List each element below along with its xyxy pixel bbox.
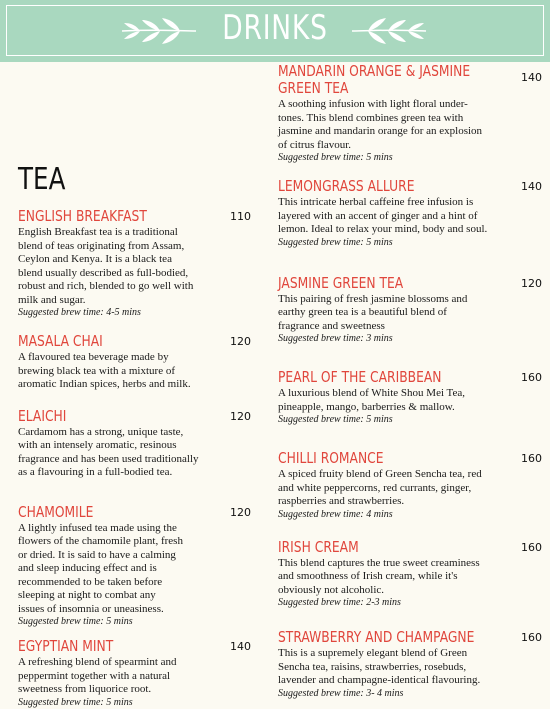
desc-line: fragrance and sweetness xyxy=(278,319,385,332)
menu-item-elaichi xyxy=(18,408,263,480)
brew-time: Suggested brew time: 5 mins xyxy=(18,616,133,627)
menu-item-jasmine-green-tea xyxy=(278,275,540,346)
item-description xyxy=(18,226,248,307)
desc-line: obviously not alcoholic. xyxy=(278,583,385,596)
brew-time: Suggested brew time: 5 mins xyxy=(278,236,393,248)
desc-line: or dried. It is said to have a calming xyxy=(18,548,176,561)
menu-item-mandarin-orange-jasmine xyxy=(278,63,540,164)
menu-item-strawberry-and-champagne xyxy=(278,629,540,700)
desc-line: A luxurious blend of White Shou Mei Tea, xyxy=(278,387,466,399)
brew-time: Suggested brew time: 4 mins xyxy=(278,508,393,520)
desc-line: robust and rich, blended to go well with xyxy=(18,280,194,292)
item-description xyxy=(18,522,248,617)
desc-line: issues of insomnia or uneasiness. xyxy=(18,602,164,615)
item-description xyxy=(18,656,248,697)
item-description xyxy=(278,196,510,237)
desc-line: Ceylon and Kenya. It is a black tea xyxy=(18,253,172,265)
item-name: LEMONGRASS ALLURE xyxy=(278,177,415,195)
desc-line: lavender and champagne-identical flavouring. xyxy=(278,674,481,686)
item-price: 140 xyxy=(521,71,542,84)
menu-item-irish-cream xyxy=(278,539,540,610)
desc-line: A lightly infused tea made using the xyxy=(18,521,177,534)
desc-line: A soothing infusion with light floral under- xyxy=(278,98,468,110)
item-name: EGYPTIAN MINT xyxy=(18,637,114,655)
header-banner xyxy=(0,0,550,62)
desc-line: This is a supremely elegant blend of Green xyxy=(278,647,468,659)
desc-line: jasmine and mandarin orange for an explosion xyxy=(278,125,483,137)
desc-line: recommended to be taken before xyxy=(18,575,163,588)
item-description xyxy=(278,468,510,509)
item-price: 160 xyxy=(521,452,542,465)
desc-line: blend of teas originating from Assam, xyxy=(18,239,185,252)
item-name-line: GREEN TEA xyxy=(278,79,349,97)
menu-item-english-breakfast xyxy=(18,208,263,319)
menu-item-lemongrass-allure xyxy=(278,178,540,249)
brew-time: Suggested brew time: 4-5 mins xyxy=(18,307,141,318)
item-description xyxy=(278,557,510,598)
desc-line: layered with an accent of ginger and a hint of xyxy=(278,209,478,222)
desc-line: This intricate herbal caffeine free infusion is xyxy=(278,196,474,208)
desc-line: as a flavouring in a full-bodied tea. xyxy=(18,466,173,478)
item-price: 140 xyxy=(521,180,542,193)
desc-line: A flavoured tea beverage made by xyxy=(18,351,169,363)
page-title: DRINKS xyxy=(222,8,328,48)
item-description xyxy=(18,426,248,480)
item-price: 110 xyxy=(230,210,251,223)
desc-line: with an intensely aromatic, resinous xyxy=(18,439,177,451)
section-title-tea: TEA xyxy=(18,162,66,197)
item-price: 120 xyxy=(230,409,251,423)
item-description xyxy=(278,387,510,414)
item-name: ENGLISH BREAKFAST xyxy=(18,207,147,225)
item-price: 160 xyxy=(521,371,542,384)
item-price: 120 xyxy=(230,505,251,519)
desc-line: flowers of the chamomile plant, fresh xyxy=(18,535,183,547)
menu-column-left xyxy=(18,160,263,709)
menu-column-right xyxy=(278,63,540,700)
item-name: ELAICHI xyxy=(18,406,67,425)
brew-time: Suggested brew time: 5 mins xyxy=(278,152,393,163)
desc-line: pineapple, mango, barberries & mallow. xyxy=(278,400,455,413)
desc-line: earthy green tea is a beautiful blend of xyxy=(278,306,447,318)
item-name-line: MANDARIN ORANGE & JASMINE xyxy=(278,62,471,80)
desc-line: and white peppercorns, red currants, ginger, xyxy=(278,481,472,494)
item-price: 120 xyxy=(521,276,542,290)
item-name: MASALA CHAI xyxy=(18,332,103,350)
item-description xyxy=(18,351,248,392)
menu-item-masala-chai xyxy=(18,333,263,392)
desc-line: A spiced fruity blend of Green Sencha tea, red xyxy=(278,468,482,480)
item-price: 120 xyxy=(230,335,251,348)
menu-item-egyptian-mint xyxy=(18,638,263,709)
desc-line: milk and sugar. xyxy=(18,293,86,306)
desc-line: and sleep inducing effect and is xyxy=(18,562,157,574)
item-name: JASMINE GREEN TEA xyxy=(278,273,404,292)
desc-line: A refreshing blend of spearmint and xyxy=(18,656,177,668)
desc-line: aromatic Indian spices, herbs and milk. xyxy=(18,378,191,390)
item-name: STRAWBERRY AND CHAMPAGNE xyxy=(278,628,475,646)
item-price: 160 xyxy=(521,631,542,644)
brew-time: Suggested brew time: 3- 4 mins xyxy=(278,687,404,699)
item-price: 160 xyxy=(521,540,542,554)
item-description xyxy=(278,98,510,152)
item-name: CHILLI ROMANCE xyxy=(278,449,384,467)
desc-line: sleeping at night to combat any xyxy=(18,589,156,601)
item-description xyxy=(278,647,510,688)
menu-item-pearl-of-the-caribbean xyxy=(278,369,540,426)
desc-line: brewing black tea with a mixture of xyxy=(18,364,176,377)
brew-time: Suggested brew time: 5 mins xyxy=(278,414,393,425)
brew-time: Suggested brew time: 3 mins xyxy=(278,333,393,344)
desc-line: fragrance and has been used traditionally xyxy=(18,452,199,465)
menu-item-chilli-romance xyxy=(278,450,540,521)
desc-line: and smoothness of Irish cream, while it's xyxy=(278,570,458,582)
desc-line: sweetness from liquorice root. xyxy=(18,683,152,695)
desc-line: This pairing of fresh jasmine blossoms and xyxy=(278,292,468,305)
brew-time: Suggested brew time: 2-3 mins xyxy=(278,597,401,608)
desc-line: of citrus flavour. xyxy=(278,138,352,151)
item-price: 140 xyxy=(230,640,251,653)
menu-item-chamomile xyxy=(18,504,263,629)
item-name: CHAMOMILE xyxy=(18,502,94,521)
item-name: PEARL OF THE CARIBBEAN xyxy=(278,368,442,386)
desc-line: tones. This blend combines green tea with xyxy=(278,111,464,124)
desc-line: lemon. Ideal to relax your mind, body and soul. xyxy=(278,223,488,235)
desc-line: This blend captures the true sweet creaminess xyxy=(278,556,480,569)
brew-time: Suggested brew time: 5 mins xyxy=(18,696,133,708)
desc-line: Cardamom has a strong, unique taste, xyxy=(18,425,184,438)
desc-line: raspberries and strawberries. xyxy=(278,495,405,507)
desc-line: blend usually described as full-bodied, xyxy=(18,266,189,279)
desc-line: Sencha tea, raisins, strawberries, rosebuds, xyxy=(278,660,467,673)
desc-line: English Breakfast tea is a traditional xyxy=(18,226,178,238)
item-name: IRISH CREAM xyxy=(278,537,359,556)
desc-line: peppermint together with a natural xyxy=(18,669,171,682)
item-description xyxy=(278,293,510,334)
